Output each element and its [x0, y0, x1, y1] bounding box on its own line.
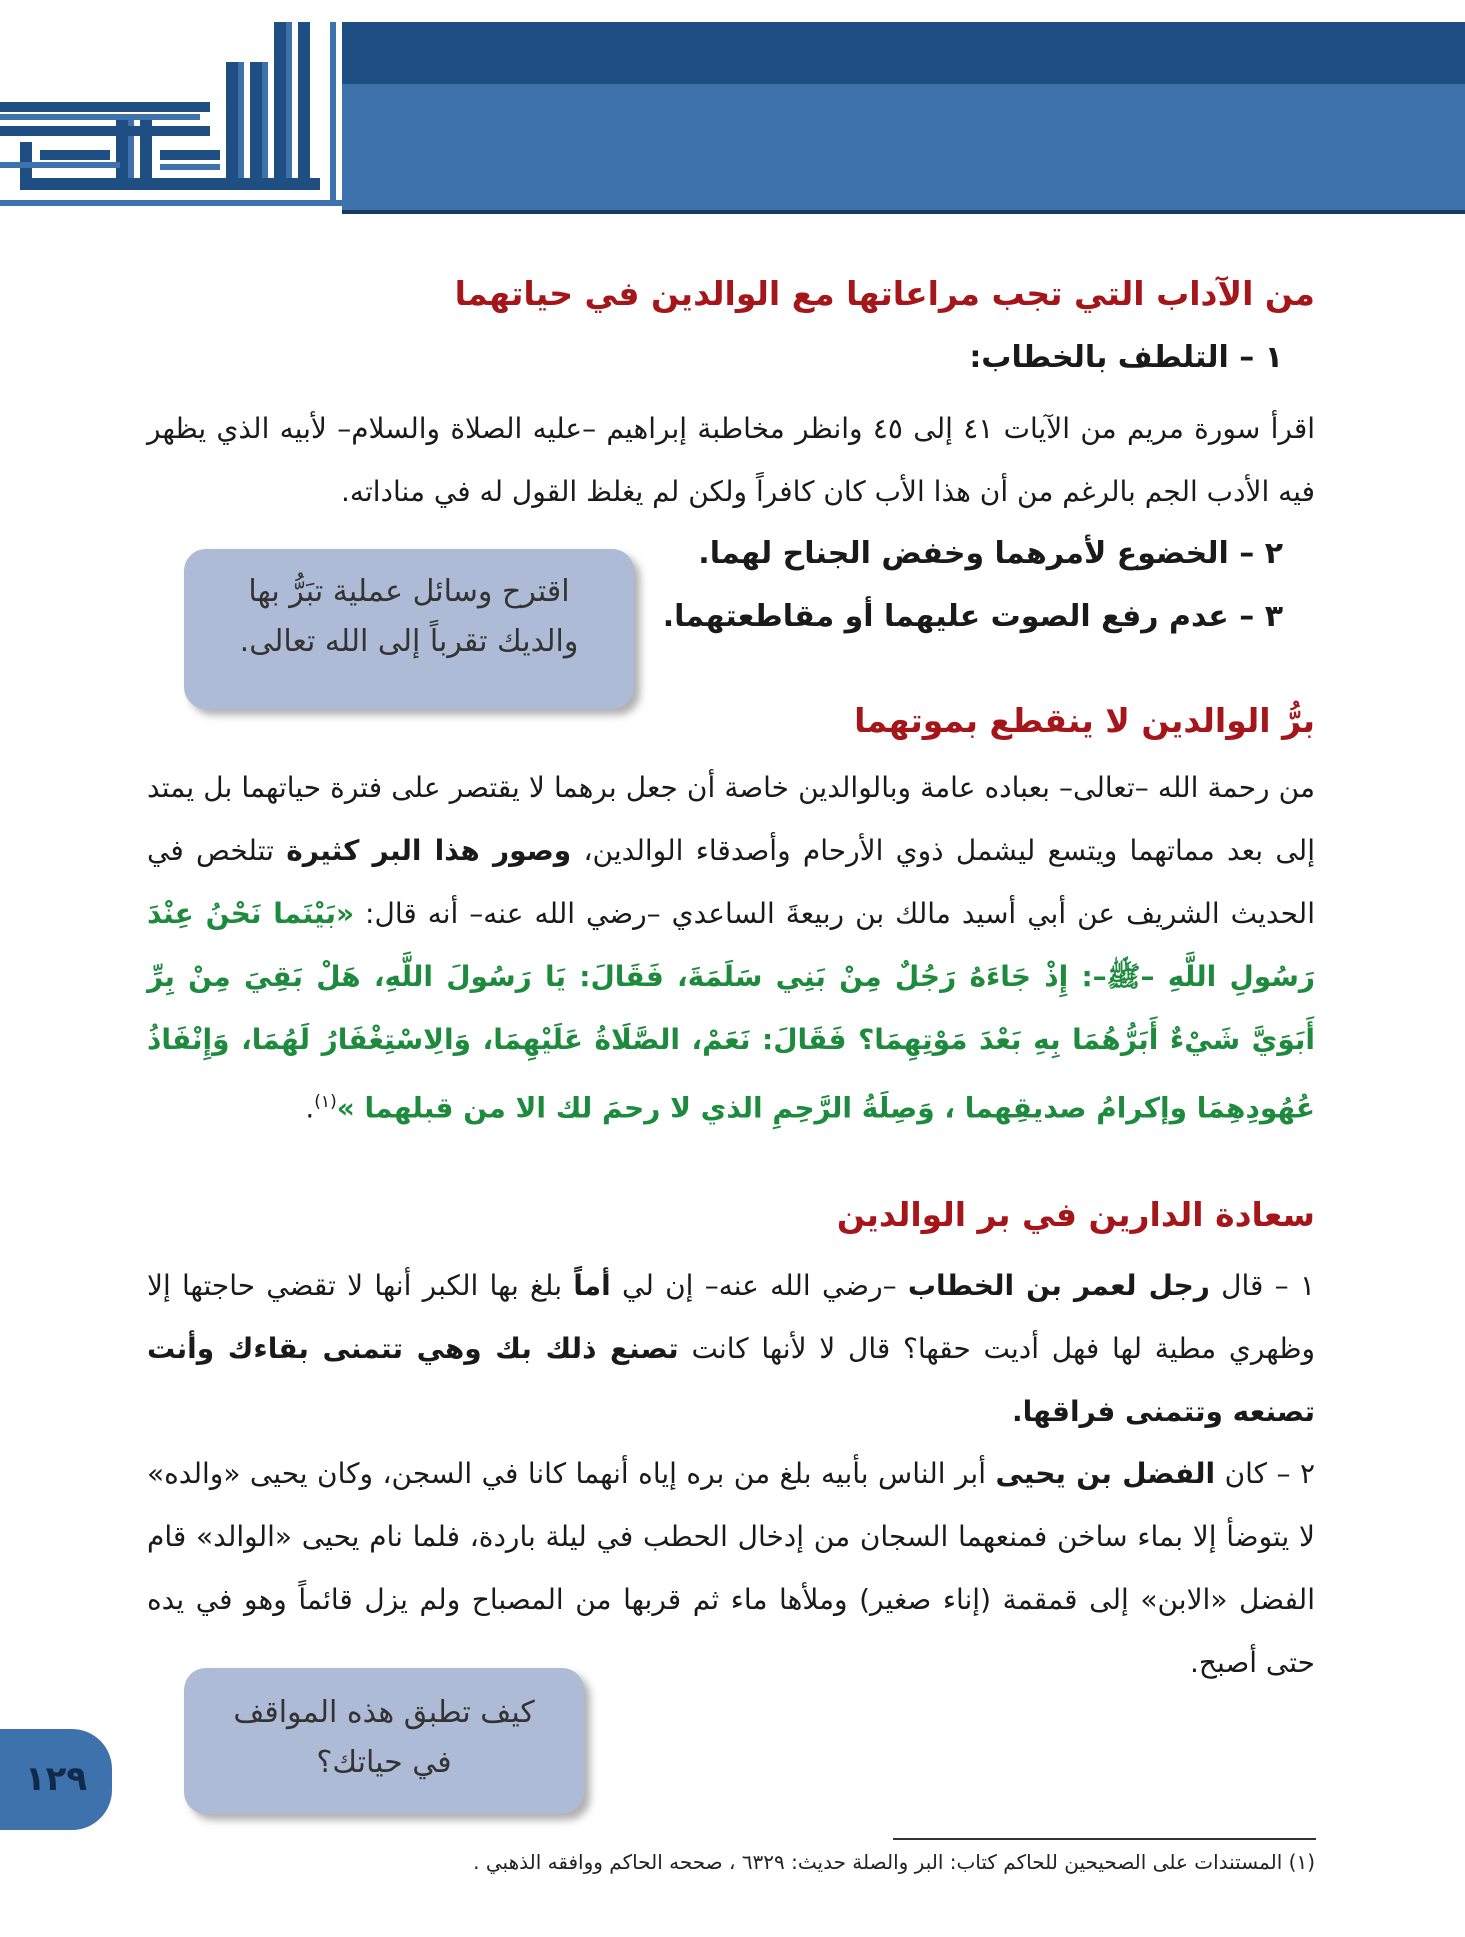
story-1: [147, 1254, 1315, 1443]
birr-text: من رحمة الله –تعالى– بعباده عامة وبالوالدين خاصة أن جعل برهما لا يقتصر على فترة حياتهما بل يمتد إلى بعد مماتهما ويتسع ليشمل ذوي الأرحام وأصدقاء الوالدين،: [147, 771, 1315, 867]
birr-bold-phrase: وصور هذا البر كثيرة: [286, 834, 572, 867]
birr-paragraph: [147, 756, 1315, 1139]
story-2: [147, 1442, 1315, 1694]
footnote-text: (١) المستندات على الصحيحين للحاكم كتاب: البر والصلة حديث: ٦٣٢٩ ، صححه الحاكم ووافقه الذهبي .: [473, 1850, 1315, 1874]
story-1-bold-c: تصنع ذلك بك وهي تتمنى بقاءك وأنت تصنعه وتتمنى فراقها.: [147, 1332, 1315, 1428]
hadith-text: «بَيْنَما نَحْنُ عِنْدَ رَسُولِ اللَّهِ –ﷺ–: إِذْ جَاءَهُ رَجُلٌ مِنْ بَنِي سَلَمَةَ، فَقَالَ: يَا رَسُولَ اللَّهِ، هَلْ بَقِيَ مِنْ بِرِّ أَبَوَيَّ شَيْءٌ أَبَرُّهُمَا بِهِ بَعْدَ مَوْتِهِمَا؟ فَقَالَ: نَعَمْ، الصَّلَاةُ عَلَيْهِمَا، وَالِاسْتِغْفَارُ لَهُمَا، وَإِنْفَاذُ عُهُودِهِمَا وإكرامُ صديقِهما ، وَصِلَةُ الرَّحِمِ الذي لا رحمَ لك الا من قبلهما »: [147, 897, 1315, 1125]
activity-note-1-text: اقترح وسائل عملية تبَرُّ بها والديك تقرباً إلى الله تعالى.: [239, 574, 579, 659]
item-gentle-speech: ١ – التلطف بالخطاب:: [969, 340, 1283, 375]
story-1-a: ١ – قال: [1209, 1269, 1315, 1302]
page-number: ١٢٩: [24, 1759, 88, 1799]
story-1-c: –رضي الله عنه– إن لي: [610, 1269, 908, 1302]
activity-note-2-text: كيف تطبق هذه المواقف في حياتك؟: [233, 1695, 535, 1780]
story-2-rest: أبر الناس بأبيه بلغ من بره إياه أنهما كانا في السجن، وكان يحيى «والده» لا يتوضأ إلا بماء ساخن فمنعهما السجان من إدخال الحطب في ليلة باردة، فلما نام يحيى «الوالد» قام الفضل «الابن» إلى قمقمة (إناء صغير) وملأها ماء ثم قربها من المصباح ولم يزل قائماً وهو في يده حتى أصبح.: [147, 1457, 1315, 1679]
section-title-happiness: سعادة الدارين في بر الوالدين: [836, 1195, 1315, 1234]
section-title-birr-after-death: برُّ الوالدين لا ينقطع بموتهما: [854, 701, 1315, 740]
story-1-d: بلغ بها الكبر أنها لا تقضي حاجتها إلا وظهري مطية لها فهل أديت حقها؟ قال لا لأنها كانت: [147, 1269, 1316, 1365]
hadith-end: .: [305, 1091, 315, 1125]
footnote-divider: [893, 1838, 1316, 1840]
story-1-bold-a: رجل لعمر بن الخطاب: [907, 1269, 1210, 1302]
birr-text-cont: تتلخص في الحديث الشريف عن أبي أسيد مالك بن ربيعةَ الساعدي –رضي الله عنه– أنه قال:: [147, 834, 1315, 930]
story-2-bold: الفضل بن يحيى: [995, 1457, 1216, 1490]
item-obedience: ٢ – الخضوع لأمرهما وخفض الجناح لهما.: [698, 536, 1283, 571]
activity-note-2: [184, 1668, 584, 1814]
footnote-ref: (١): [314, 1092, 337, 1112]
activity-note-1: [184, 549, 634, 709]
item-no-raised-voice: ٣ – عدم رفع الصوت عليهما أو مقاطعتهما.: [662, 599, 1283, 634]
story-1-bold-b: أماً: [573, 1269, 611, 1302]
story-2-a: ٢ – كان: [1215, 1457, 1315, 1490]
item-gentle-speech-body: اقرأ سورة مريم من الآيات ٤١ إلى ٤٥ وانظر مخاطبة إبراهيم –عليه الصلاة والسلام– لأبيه الذي يظهر فيه الأدب الجم بالرغم من أن هذا الأب كان كافراً ولكن لم يغلظ القول له في مناداته.: [147, 412, 1315, 508]
section-title-etiquette: من الآداب التي تجب مراعاتها مع الوالدين في حياتهما: [454, 274, 1315, 313]
